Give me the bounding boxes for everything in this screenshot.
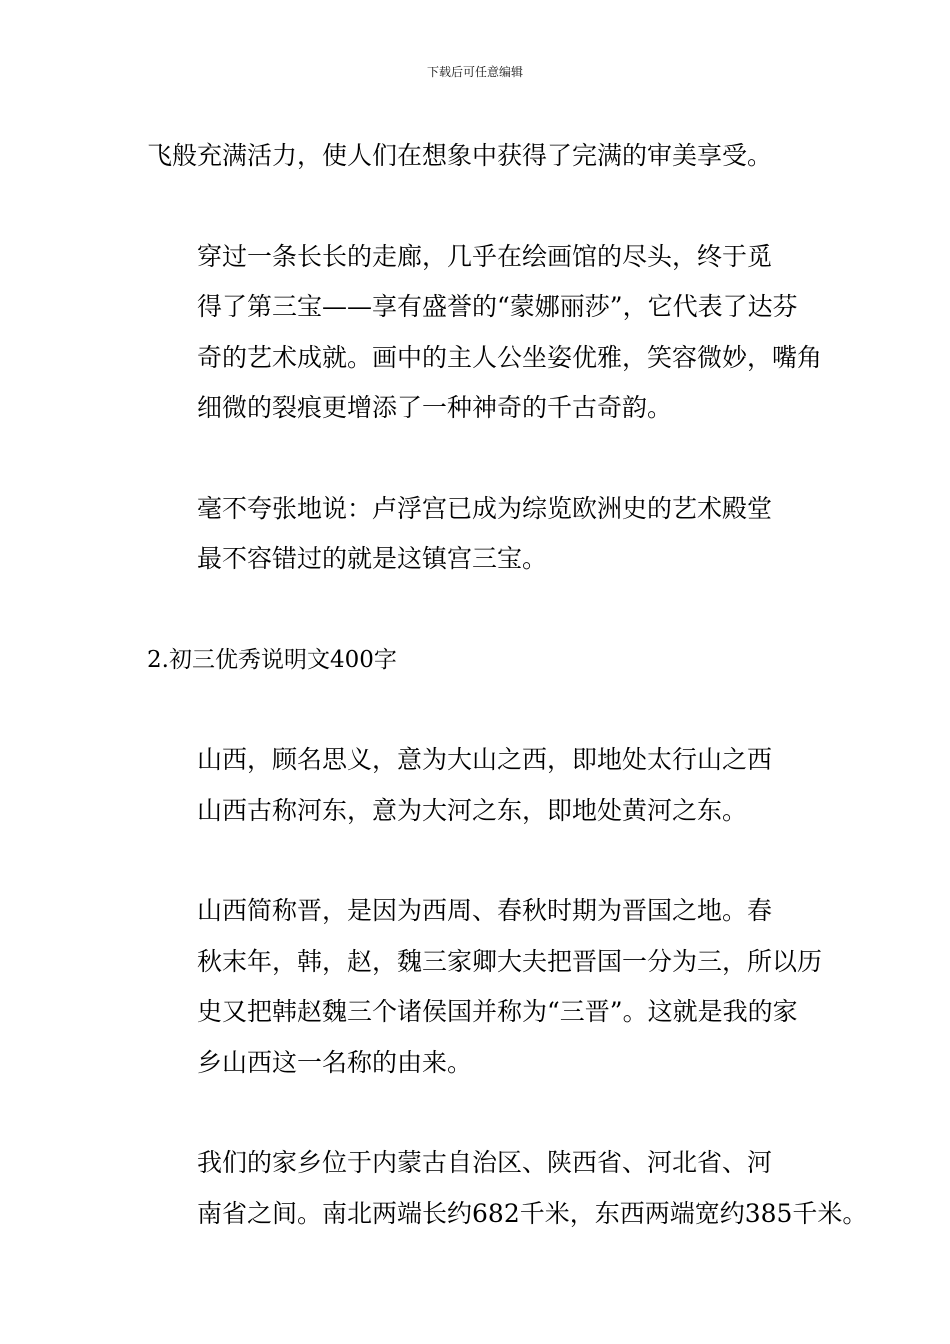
text-line: 我们的家乡位于内蒙古自治区、陕西省、河北省、河 <box>197 1148 773 1177</box>
page-header: 下载后可任意编辑 <box>426 65 523 79</box>
text-line: 穿过一条长长的走廊，几乎在绘画馆的尽头，终于觅 <box>197 241 773 271</box>
text-line: 毫不夸张地说：卢浮宫已成为综览欧洲史的艺术殿堂 <box>197 493 773 523</box>
paragraph-shanxi-location <box>147 1138 868 1239</box>
paragraph-shanxi-name <box>147 735 809 836</box>
text-line: 南省之间。南北两端长约682千米，东西两端宽约385千米。 <box>197 1198 868 1228</box>
text-line: 飞般充满活力，使人们在想象中获得了完满的审美享受。 <box>147 141 773 170</box>
text-line: 奇的艺术成就。画中的主人公坐姿优雅，笑容微妙，嘴角 <box>197 342 823 372</box>
paragraph-continuation <box>147 131 809 182</box>
text-line: 秋末年，韩，赵，魏三家卿大夫把晋国一分为三，所以历 <box>197 946 823 976</box>
paragraph-shanxi-jin <box>147 886 823 1088</box>
text-line: 史又把韩赵魏三个诸侯国并称为“三晋”。这就是我的家 <box>197 997 798 1026</box>
text-line: 山西，顾名思义，意为大山之西，即地处太行山之西 <box>197 745 773 774</box>
document-body <box>147 131 868 1289</box>
text-line: 乡山西这一名称的由来。 <box>197 1047 473 1077</box>
paragraph-mona-lisa <box>147 232 823 434</box>
text-line: 山西简称晋，是因为西周、春秋时期为晋国之地。春 <box>197 896 773 925</box>
text-line: 最不容错过的就是这镇宫三宝。 <box>197 544 548 573</box>
text-line: 得了第三宝——享有盛誉的“蒙娜丽莎”，它代表了达芬 <box>197 292 798 321</box>
text-line: 细微的裂痕更增添了一种神奇的千古奇韵。 <box>197 393 673 422</box>
text-line: 山西古称河东，意为大河之东，即地处黄河之东。 <box>197 795 748 825</box>
paragraph-louvre-summary <box>147 484 809 585</box>
section-heading: 2.初三优秀说明文400字 <box>147 646 397 673</box>
